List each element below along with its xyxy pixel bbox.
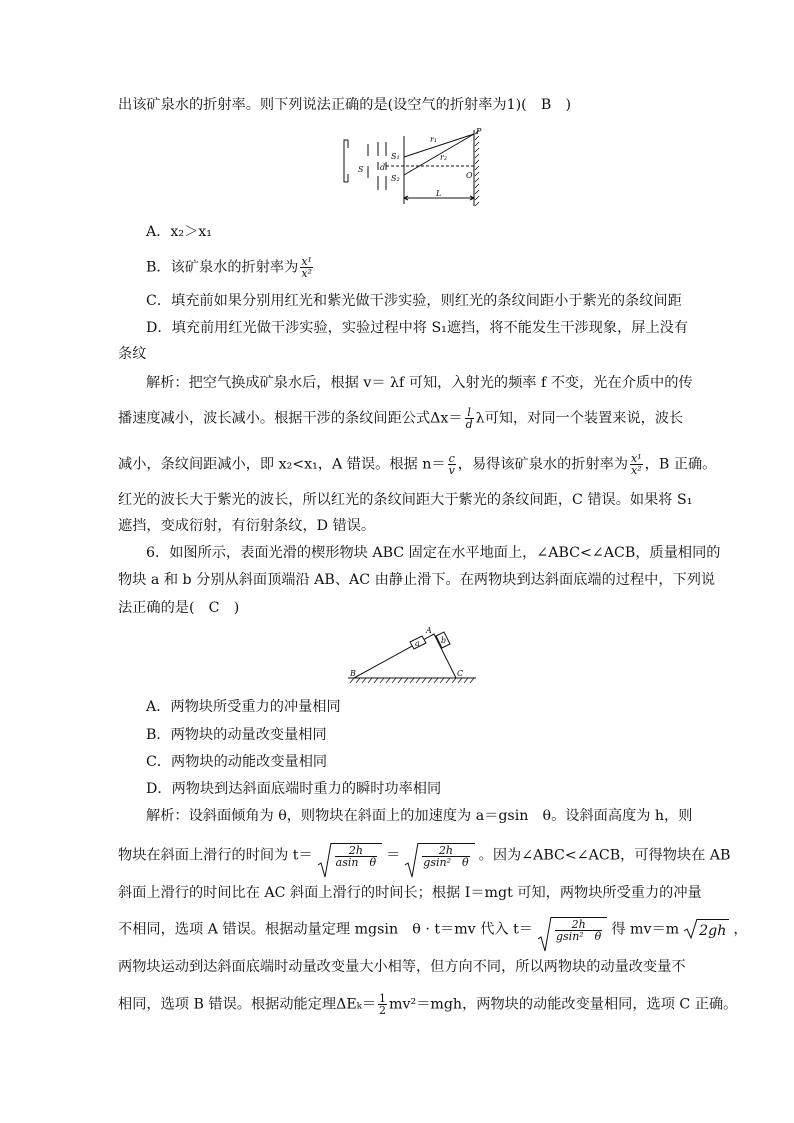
label-o: O: [466, 171, 473, 180]
q5-option-b: B．该矿泉水的折射率为 $\frac{\text{x¹}}{\text{x²}}$: [146, 255, 312, 280]
q6-option-d: D．两物块到达斜面底端时重力的瞬时功率相同: [146, 781, 442, 797]
q5-analysis-line4: 红光的波长大于紫光的波长，所以红光的条纹间距大于紫光的条纹间距，C 错误。如果将 S₁: [118, 492, 693, 508]
label-p: P: [476, 127, 482, 136]
label-s2: S₂: [391, 174, 400, 183]
wedge-diagram: [340, 624, 480, 686]
q5-analysis-line5: 遮挡，变成衍射，有衍射条纹，D 错误。: [118, 518, 376, 534]
sqrt-expression: $\frac{2h}{\text{gsin² θ}}$: [404, 843, 474, 868]
vertex-c-label: C: [457, 669, 464, 678]
q5-stem: 出该矿泉水的折射率。则下列说法正确的是(设空气的折射率为1)( B ): [118, 97, 572, 113]
q6-analysis-line4: 不相同，选项 A 错误。根据动量定理 mgsin θ · t＝mv 代入 t＝ $\frac{2h}{\text{gsin² θ}}$ 得 mv＝m 2gh ，: [118, 917, 748, 942]
sqrt-expression: $\frac{2h}{\text{asin θ}}$: [317, 843, 382, 868]
q5-option-a: A．x₂＞x₁: [146, 224, 212, 240]
q5-analysis-line1: 解析：把空气换成矿泉水后，根据 v＝ λf 可知，入射光的频率 f 不变，光在介质中的传: [146, 375, 693, 391]
q5-option-d-line1: D．填充前用红光做干涉实验，实验过程中将 S₁遮挡，将不能发生干涉现象，屏上没有: [146, 320, 689, 336]
q6-option-a: A．两物块所受重力的冲量相同: [146, 699, 341, 715]
q5-analysis-line3: 减小，条纹间距减小，即 x₂<x₁，A 错误。根据 n＝ $\frac{c}{v}$ ，易得该矿泉水的折射率为 $\frac{\text{x¹}}{\text{x²}}$ ，B 正确。: [118, 452, 717, 477]
block-b-label: b: [441, 636, 447, 645]
q5-option-c: C．填充前如果分别用红光和紫光做干涉实验，则红光的条纹间距小于紫光的条纹间距: [146, 293, 682, 309]
label-r1: r₁: [430, 135, 438, 144]
label-s1: S₁: [391, 152, 400, 161]
q6-analysis-line2: 物块在斜面上滑行的时间为 t＝ $\frac{2h}{\text{asin θ}}$ ＝ $\frac{2h}{\text{gsin² θ}}$ 。因为∠ABC<∠ACB，可得物块在 AB: [118, 843, 730, 868]
sqrt-expression: $\frac{2h}{\text{gsin² θ}}$: [537, 917, 607, 942]
vertex-b-label: B: [350, 669, 356, 678]
q6-analysis-line1: 解析：设斜面倾角为 θ，则物块在斜面上的加速度为 a＝gsin θ。设斜面高度为 h，则: [146, 808, 693, 824]
q6-stem-line1: 6．如图所示，表面光滑的楔形物块 ABC 固定在水平地面上，∠ABC<∠ACB，质量相同的: [146, 545, 721, 561]
q6-analysis-line3: 斜面上滑行的时间比在 AC 斜面上滑行的时间长；根据 I＝mgt 可知，两物块所受重力的冲量: [118, 885, 702, 901]
label-s: S: [358, 165, 364, 174]
q5-option-d-line2: 条纹: [118, 346, 147, 362]
block-a-label: a: [415, 639, 420, 648]
sqrt-expression: 2gh: [683, 919, 729, 941]
vertex-a-label: A: [426, 626, 432, 635]
double-slit-diagram: [338, 126, 490, 210]
q6-stem-line2: 物块 a 和 b 分别从斜面顶端沿 AB、AC 由静止滑下。在两物块到达斜面底端的过程中，下列说: [118, 572, 716, 588]
q5-analysis-line2: 播速度减小，波长减小。根据干涉的条纹间距公式Δx＝ $\frac{l}{d}$ λ可知，对同一个装置来说，波长: [118, 406, 684, 431]
q6-option-b: B．两物块的动量改变量相同: [146, 727, 327, 743]
label-d: d: [380, 163, 386, 172]
label-l: L: [436, 189, 442, 198]
q6-analysis-line6: 相同，选项 B 错误。根据动能定理ΔEₖ＝ $\frac{1}{2}$ mv²＝mgh，两物块的动能改变量相同，选项 C 正确。: [118, 992, 738, 1017]
q6-stem-line3: 法正确的是( C ): [118, 600, 240, 616]
q6-option-c: C．两物块的动能改变量相同: [146, 754, 328, 770]
label-r2: r₂: [440, 153, 448, 162]
q6-analysis-line5: 两物块运动到达斜面底端时动量改变量大小相等，但方向不同，所以两物块的动量改变量不: [118, 959, 686, 975]
